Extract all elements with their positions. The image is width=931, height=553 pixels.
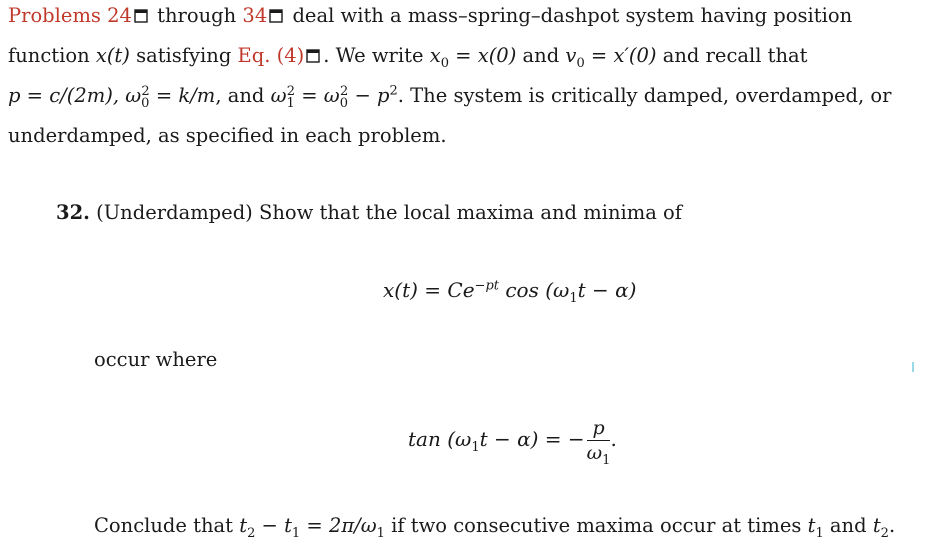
- sub-1: 1: [569, 291, 578, 306]
- concl-2pi: = 2π/ω: [300, 514, 377, 537]
- fraction-denominator: [586, 441, 611, 468]
- math-p-def: p = c/(2m), ω: [8, 84, 142, 107]
- sub-0: 0: [141, 95, 150, 111]
- eq2-tan: tan (ω: [408, 427, 472, 451]
- eq1-exponent: −pt: [474, 278, 499, 294]
- sub-0: 0: [576, 55, 585, 71]
- math-minus-p: − p: [348, 84, 390, 107]
- math-x0-def: = x(0): [448, 44, 517, 67]
- intro-line-4: underdamped, as specified in each problem.: [8, 124, 447, 147]
- text-system: . The system is critically damped, overdamped, or: [397, 84, 892, 107]
- sub-1: 1: [602, 452, 611, 468]
- den-omega: ω: [586, 442, 603, 464]
- math-w1: ω: [270, 84, 287, 107]
- sub-2: 2: [247, 525, 256, 541]
- text-deal: deal with a mass–spring–dashpot system having position: [286, 4, 853, 27]
- text-function: function: [8, 44, 96, 67]
- text-and: and: [516, 44, 566, 67]
- concl-period: .: [888, 514, 896, 537]
- occur-where-text: occur where: [94, 348, 218, 371]
- sub-2: 2: [880, 525, 889, 541]
- text-we-write: . We write: [323, 44, 430, 67]
- sub-1: 1: [471, 440, 480, 455]
- equation-tan: [408, 417, 617, 468]
- concl-a: Conclude that: [94, 514, 240, 537]
- problems-24-link[interactable]: Problems 24: [8, 4, 132, 27]
- fraction-p-over-w1: [586, 417, 611, 468]
- concl-d: if two consecutive maxima occur at times: [384, 514, 808, 537]
- sup-2: 2: [141, 83, 150, 99]
- concl-minus-t1: − t: [255, 514, 292, 537]
- external-link-icon[interactable]: [134, 9, 148, 23]
- eq-4-link[interactable]: Eq. (4): [237, 44, 305, 67]
- problem-text: (Underdamped) Show that the local maxima and minima of: [89, 201, 683, 224]
- intro-line-3: [8, 83, 892, 111]
- problem-34-link[interactable]: 34: [242, 4, 268, 27]
- sub-0: 0: [440, 55, 449, 71]
- math-w0-def: = k/m: [149, 84, 216, 107]
- concl-t2b: t: [872, 514, 881, 537]
- conclusion-text: [94, 514, 896, 541]
- scroll-marker[interactable]: [912, 362, 914, 372]
- eq2-period: .: [610, 427, 617, 451]
- equation-xt: [383, 278, 637, 306]
- text-and-2: , and: [215, 84, 271, 107]
- text-satisfying: satisfying: [129, 44, 238, 67]
- sub-1: 1: [815, 525, 824, 541]
- eq2-mid: t − α) = −: [479, 427, 585, 451]
- sub-1: 1: [286, 95, 295, 111]
- eq1-cos: cos (ω: [499, 278, 570, 302]
- eq1-end: t − α): [577, 278, 637, 302]
- intro-line-1: [8, 4, 852, 27]
- sup-2: 2: [389, 83, 398, 99]
- intro-line-2: [8, 44, 808, 71]
- concl-t1: t: [807, 514, 816, 537]
- external-link-icon[interactable]: [269, 9, 283, 23]
- concl-and: and: [823, 514, 873, 537]
- math-w1-def: = ω: [295, 84, 340, 107]
- math-xt: x(t): [95, 44, 130, 67]
- math-x0: x: [429, 44, 441, 67]
- text-recall: and recall that: [656, 44, 808, 67]
- math-v0: v: [565, 44, 577, 67]
- problem-statement: [56, 201, 682, 224]
- text-through: through: [150, 4, 243, 27]
- math-v0-def: = x′(0): [584, 44, 657, 67]
- sub-0: 0: [339, 95, 348, 111]
- external-link-icon[interactable]: [306, 49, 320, 63]
- problem-number: 32.: [56, 201, 90, 224]
- concl-t2: t: [239, 514, 248, 537]
- sup-2: 2: [286, 83, 296, 99]
- sup-2: 2: [339, 83, 349, 99]
- fraction-numerator: p: [587, 417, 611, 441]
- sub-1: 1: [376, 525, 385, 541]
- sub-1: 1: [291, 525, 301, 541]
- eq1-lhs: x(t) = Ce: [383, 278, 475, 302]
